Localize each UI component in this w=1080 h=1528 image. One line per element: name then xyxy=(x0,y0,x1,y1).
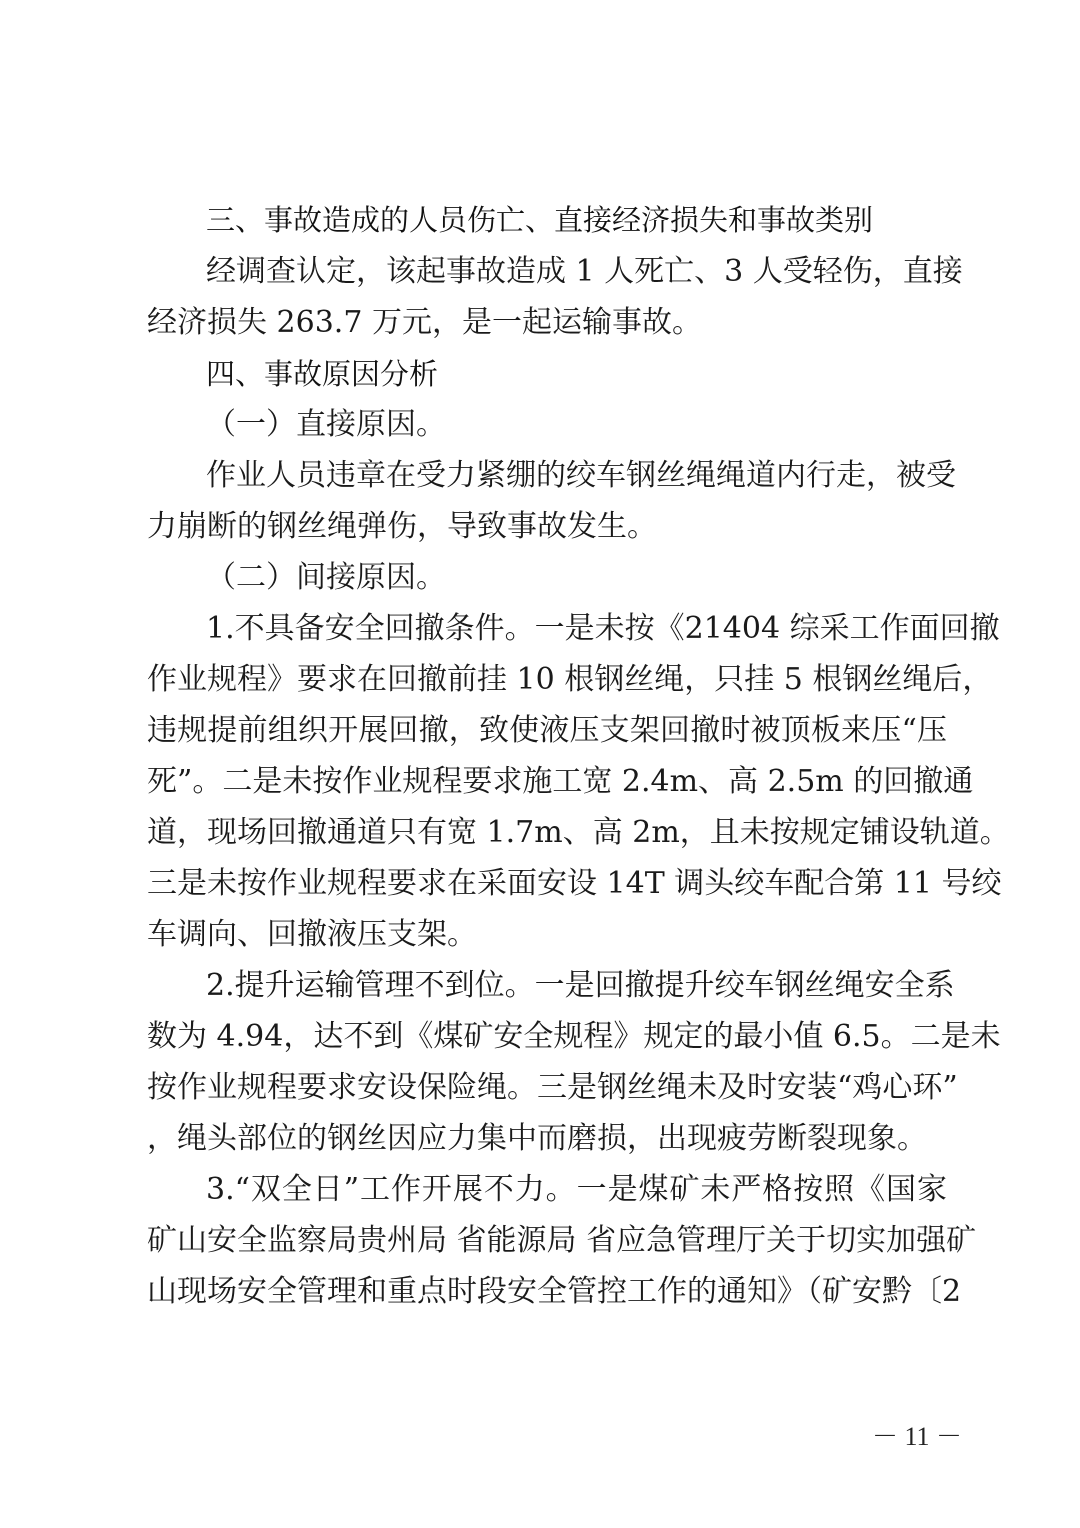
paragraph-line: 3.“双全日”工作开展不力。一是煤矿未严格按照《国家 xyxy=(206,1172,947,1207)
paragraph-line: 道，现场回撤通道只有宽 1.7m、高 2m，且未按规定铺设轨道。 xyxy=(147,815,1010,850)
section-heading-3: 三、事故造成的人员伤亡、直接经济损失和事故类别 xyxy=(206,203,874,237)
paragraph-line: 违规提前组织开展回撤，致使液压支架回撤时被顶板来压“压 xyxy=(147,713,947,748)
paragraph-line: 数为 4.94，达不到《煤矿安全规程》规定的最小值 6.5。二是未 xyxy=(147,1019,1001,1054)
section-heading-4: 四、事故原因分析 xyxy=(206,357,439,391)
paragraph-line: 经济损失 263.7 万元，是一起运输事故。 xyxy=(147,305,702,340)
subsection-title-indirect-cause: （二）间接原因。 xyxy=(206,560,446,595)
paragraph-line: 矿山安全监察局贵州局 省能源局 省应急管理厅关于切实加强矿 xyxy=(147,1223,977,1258)
paragraph-line: 1.不具备安全回撤条件。一是未按《21404 综采工作面回撤 xyxy=(206,611,1000,646)
paragraph-line: 力崩断的钢丝绳弹伤，导致事故发生。 xyxy=(147,509,657,544)
paragraph-line: 作业规程》要求在回撤前挂 10 根钢丝绳，只挂 5 根钢丝绳后， xyxy=(147,662,993,697)
paragraph-line: ，绳头部位的钢丝因应力集中而磨损，出现疲劳断裂现象。 xyxy=(147,1121,927,1156)
paragraph-line: 经调查认定，该起事故造成 1 人死亡、3 人受轻伤，直接 xyxy=(206,254,963,289)
paragraph-line: 2.提升运输管理不到位。一是回撤提升绞车钢丝绳安全系 xyxy=(206,968,955,1003)
paragraph-line: 死”。二是未按作业规程要求施工宽 2.4m、高 2.5m 的回撤通 xyxy=(147,764,974,799)
paragraph-line: 山现场安全管理和重点时段安全管控工作的通知》（矿安黔〔2 xyxy=(147,1274,962,1309)
subsection-title-direct-cause: （一）直接原因。 xyxy=(206,407,446,442)
page-number: － 11 － xyxy=(872,1422,963,1451)
paragraph-line: 作业人员违章在受力紧绷的绞车钢丝绳绳道内行走，被受 xyxy=(206,458,956,493)
paragraph-line: 按作业规程要求安设保险绳。三是钢丝绳未及时安装“鸡心环” xyxy=(147,1070,958,1105)
paragraph-line: 三是未按作业规程要求在采面安设 14T 调头绞车配合第 11 号绞 xyxy=(147,866,1002,901)
paragraph-line: 车调向、回撤液压支架。 xyxy=(147,917,477,952)
